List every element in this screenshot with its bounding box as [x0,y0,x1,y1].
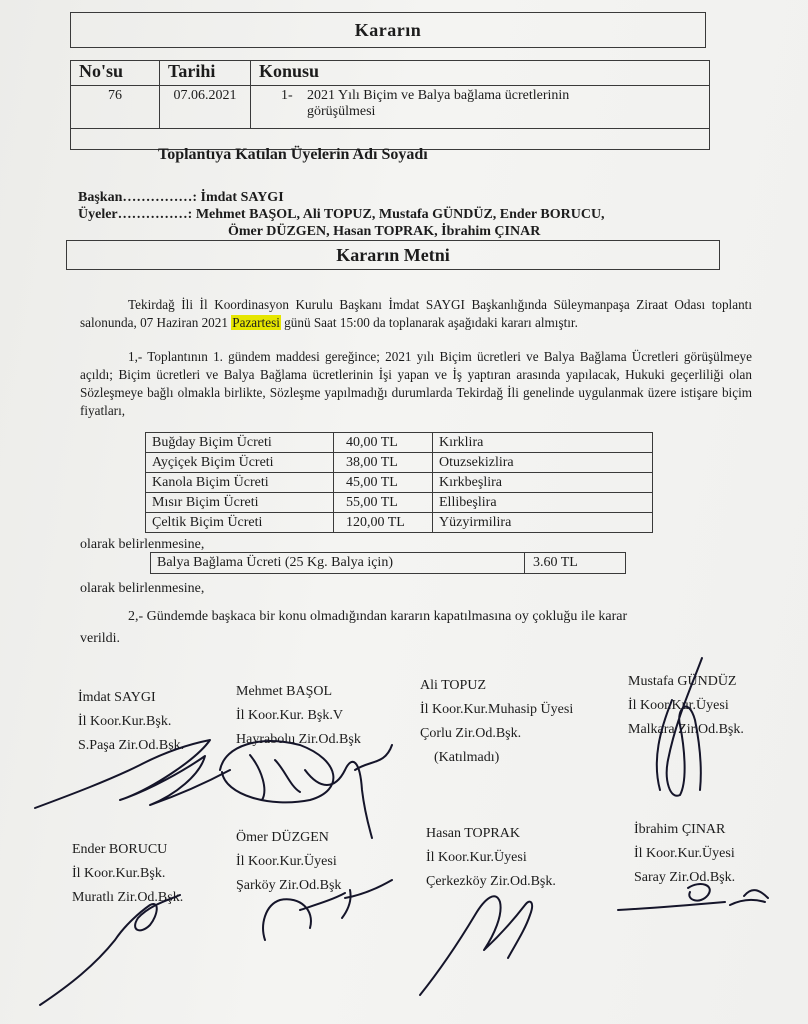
chair-name: İmdat SAYGI [200,190,284,205]
decision-heading: Kararın Metni [336,245,450,265]
date-header: Tarihi [160,61,251,86]
signatory-title: İl Koor.Kur.Muhasip Üyesi [420,702,574,717]
subject-header: Konusu [251,61,710,86]
item-2-line-2: verildi. [80,631,121,646]
signature-imdat-saygi [35,740,230,808]
signatory-title: İl Koor.Kur.Üyesi [634,846,735,861]
subject-line-2: görüşülmesi [307,104,376,119]
members-label: Üyeler……………: [78,207,193,222]
decision-date: 07.06.2021 [160,86,251,129]
members-list-1: Mehmet BAŞOL, Ali TOPUZ, Mustafa GÜNDÜZ, Ender BORUCU, [195,207,605,222]
signature-ibrahim-cinar [618,884,768,910]
page-title: Kararın [354,20,422,40]
signatory-name: Ömer DÜZGEN [236,830,329,845]
signatory-name: Mehmet BAŞOL [236,684,333,699]
signature-omer-duzgen [263,880,392,940]
signatory-name: İbrahim ÇINAR [634,822,726,837]
determined-text-1: olarak belirlenmesine, [80,537,205,552]
signatory-title: İl Koor.Kur.Üyesi [236,854,337,869]
signatory-title: İl Koor.Kur. Bşk.V [236,708,343,723]
fee-row: Buğday Biçim Ücreti 40,00 TL Kırklira [146,433,653,453]
signatory-org: Hayrabolu Zir.Od.Bşk [236,732,361,747]
attendees-heading: Toplantıya Katılan Üyelerin Adı Soyadı [158,146,428,163]
signatory-org: Çerkezköy Zir.Od.Bşk. [426,874,556,889]
highlighted-day: Pazartesi [232,315,280,330]
item-1-paragraph: 1,- Toplantının 1. gündem maddesi gereğince; 2021 yılı Biçim ücretleri ve Balya Bağlama Ücretleri görüşülmeye açıldı; Biçim ücretleri ve Balya Bağlama ücretlerinin İşi yapan ve İş yaptıran arasında yapılacak, Hukuki geçerliliği olan Sözleşmeye bağlı olmakla birlikte, Sözleşme yapılmadığı durumlarda Tekirdağ İli genelinde uygulanmak üzere istişare biçim fiyatları, [80,349,752,418]
signatory-name: İmdat SAYGI [78,690,156,705]
signature-ender-borucu [40,895,180,1005]
fee-row: Kanola Biçim Ücreti 45,00 TL Kırkbeşlira [146,473,653,493]
signature-hasan-toprak [420,896,532,995]
signatory-title: İl Koor.Kur.Bşk. [72,866,166,881]
item-2-line-1: 2,- Gündemde başkaca bir konu olmadığından kararın kapatılmasına oy çokluğu ile karar [128,609,628,624]
intro-paragraph: Tekirdağ İli İl Koordinasyon Kurulu Başkanı İmdat SAYGI Başkanlığında Süleymanpaşa Ziraat Odası toplantı salonunda, 07 Haziran 2021 Pazartesi günü Saat 15:00 da toplanarak aşağıdaki kararı almıştır. [80,297,752,330]
fee-row: Ayçiçek Biçim Ücreti 38,00 TL Otuzsekizlira [146,453,653,473]
signatory-name: Hasan TOPRAK [426,826,520,841]
signatory-name: Ender BORUCU [72,842,168,857]
signatory-org: Saray Zir.Od.Bşk. [634,870,736,885]
signature-mehmet-basol [220,741,392,838]
determined-text-2: olarak belirlenmesine, [80,581,205,596]
signatory-title: İl Koor.Kur.Bşk. [78,714,172,729]
members-line-2: Ömer DÜZGEN, Hasan TOPRAK, İbrahim ÇINAR [228,224,541,239]
signatory-org: Şarköy Zir.Od.Bşk [236,878,342,893]
signature-mustafa-gunduz [657,658,702,796]
fee-row: Çeltik Biçim Ücreti 120,00 TL Yüzyirmilira [146,513,653,533]
signatory-org: Çorlu Zir.Od.Bşk. [420,726,522,741]
no-header: No'su [71,61,160,86]
decision-number: 76 [71,86,160,129]
signatory-title: İl Koor.Kur.Üyesi [628,698,729,713]
signatory-org: Malkara Zir.Od.Bşk. [628,722,744,737]
signatory-title: İl Koor.Kur.Üyesi [426,850,527,865]
signatory-org: S.Paşa Zir.Od.Bşk. [78,738,185,753]
signatory-note: (Katılmadı) [434,750,500,765]
balya-name: Balya Bağlama Ücreti (25 Kg. Balya için) [151,553,525,574]
chair-label: Başkan……………: [78,190,198,205]
signatory-name: Mustafa GÜNDÜZ [628,674,737,689]
subject-line-1: 2021 Yılı Biçim ve Balya bağlama ücretlerinin [307,88,570,103]
subject-number: 1- [281,88,293,103]
fee-row: Mısır Biçim Ücreti 55,00 TL Ellibeşlira [146,493,653,513]
signatory-name: Ali TOPUZ [420,678,486,693]
balya-price: 3.60 TL [525,553,626,574]
signatory-org: Muratlı Zir.Od.Bşk. [72,890,184,905]
